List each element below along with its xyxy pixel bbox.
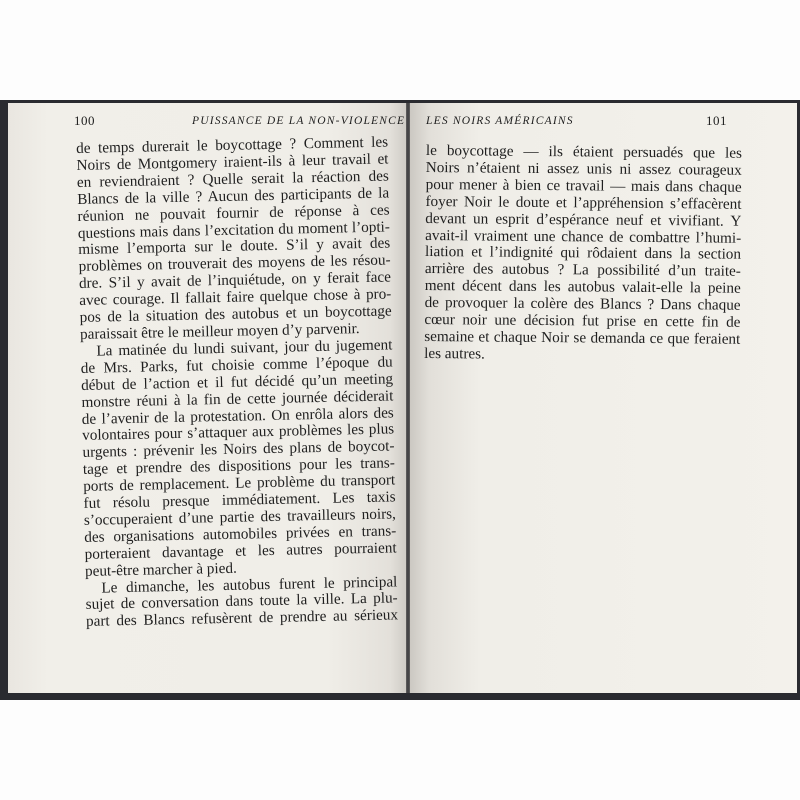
text-line: paraissait être le meilleur moyen d’y parvenir. (79, 320, 360, 343)
left-running-title: PUISSANCE DE LA NON-VIOLENCE (192, 115, 406, 127)
text-line: les autres. (424, 344, 485, 363)
text-line: de l’avenir de la protestation. On enrôla alors des (81, 403, 394, 428)
text-line: fut résolu presque immédiatement. Les taxis (83, 488, 396, 512)
text-line: ment décent dans les autobus valait-elle la peine (424, 277, 741, 298)
text-line: part des Blancs refusèrent de prendre au sérieux (85, 606, 399, 631)
text-line: peut-être marcher à pied. (84, 559, 237, 580)
text-line: misme l’emporta sur le doute. S’il y avait des (78, 234, 391, 259)
text-line: urgents : prévenir les Noirs des plans de boycot- (82, 437, 395, 462)
text-line: de provoquer la colère des Blancs ? Dans chaque (424, 294, 741, 314)
right-running-title: LES NOIRS AMÉRICAINS (426, 115, 574, 127)
text-line: La matinée du lundi suivant, jour du jugement (96, 336, 393, 360)
text-line: devant un esprit d’espérance neuf et vivifiant. Y (425, 209, 742, 230)
text-line: questions mais dans l’excitation du moment l’opti- (77, 217, 391, 242)
text-line: monstre réuni à la fin de cette journée déciderait (81, 387, 394, 411)
text-line: en reviendraient ? Quelle serait la réaction des (76, 167, 389, 191)
text-line: pour mener à bien ce travail — mais dans chaque (425, 175, 742, 196)
text-line: ports de remplacement. Le problème du transport (83, 471, 396, 496)
text-line: foyer Noir le doute et l’appréhension s’effacèrent (425, 192, 742, 213)
text-line: sujet de conversation dans toute la ville. La plu- (85, 589, 398, 614)
text-line: arrière des autobus ? La possibilité d’un traite- (424, 260, 741, 281)
text-line: des organisations automobiles privées en trans- (84, 522, 397, 546)
text-line: tage et prendre des dispositions pour les trans- (82, 454, 395, 479)
right-page-body (424, 143, 742, 366)
text-line: Le dimanche, les autobus furent le principal (101, 572, 398, 597)
right-page (410, 103, 797, 693)
text-line: avait-il vraiment une chance de combattre l’humi- (425, 226, 742, 247)
text-line: s’occuperaient d’une partie des travailleurs noirs, (83, 505, 397, 529)
text-line: Noirs de Montgomery iraient-ils à leur travail et (76, 150, 389, 174)
text-line: dre. S’il y avait de l’inquiétude, on y ferait face (78, 268, 392, 293)
left-page-number: 100 (74, 113, 95, 128)
text-line: réunion ne pouvait fournir de réponse à ces (77, 201, 390, 225)
text-line: de temps durerait le boycottage ? Comment les (75, 133, 389, 157)
text-line: cœur noir une décision fut prise en cette fin de (424, 311, 741, 331)
text-line: volontaires pour s’attaquer aux problèmes les plus (81, 420, 395, 445)
left-page (8, 103, 406, 693)
text-line: Noirs n’étaient ni assez unis ni assez courageux (425, 158, 742, 179)
text-line: problèmes on trouverait des moyens de les résou- (78, 251, 391, 276)
left-page-body (76, 134, 398, 631)
text-line: porteraient davantage et les autres pourraient (84, 539, 397, 563)
text-line: pos de la situation des autobus et un boycottage (79, 302, 392, 327)
text-line: de Mrs. Parks, fut choisie comme l’époque du (80, 353, 393, 377)
text-line: liation et l’indignité qui rôdaient dans la section (424, 243, 742, 264)
text-line: le boycottage — ils étaient persuadés que les (425, 142, 742, 162)
text-line: Blancs de la ville ? Aucun des participants de la (77, 184, 390, 208)
text-line: avec courage. Il fallait faire quelque chose à pro- (79, 285, 392, 310)
right-page-number: 101 (706, 113, 727, 128)
text-line: semaine et chaque Noir se demanda ce que feraient (424, 327, 741, 348)
text-line: début de l’action et il fut décidé qu’un meeting (80, 370, 394, 394)
